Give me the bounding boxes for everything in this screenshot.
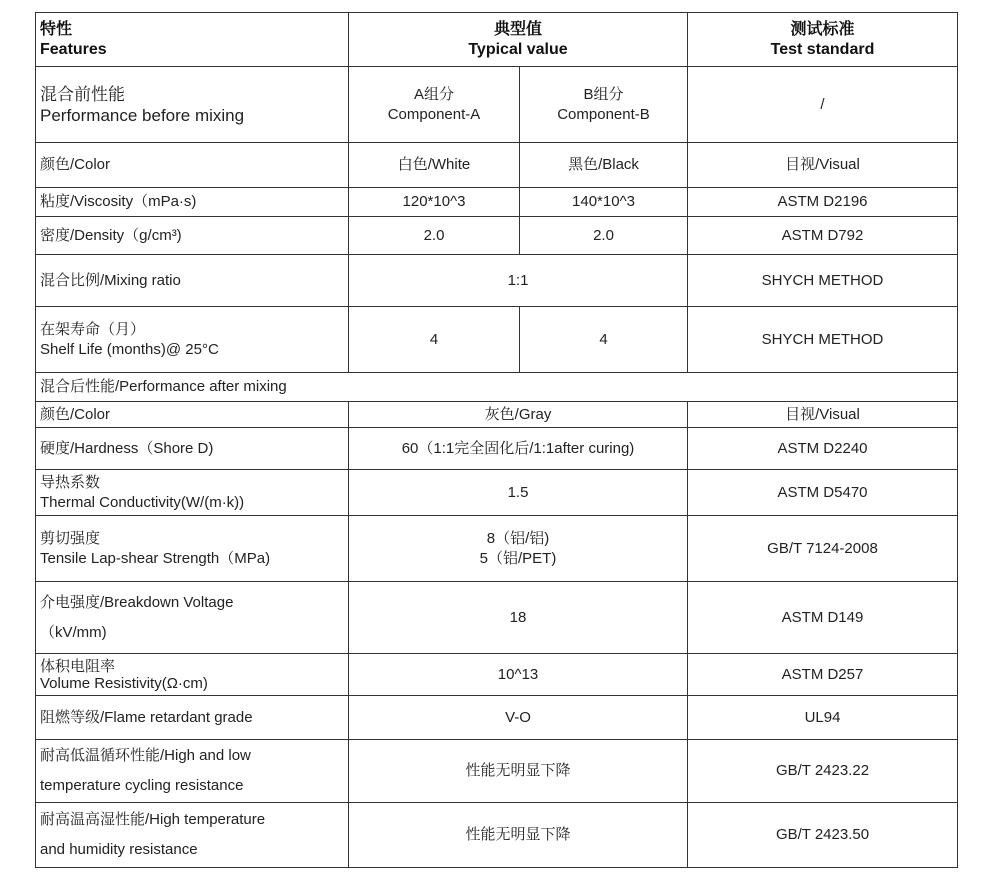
shear-label-en: Tensile Lap-shear Strength（MPa)	[40, 549, 271, 567]
table-row-mixing-ratio	[36, 255, 958, 307]
thermal-label-zh: 导热系数	[40, 473, 101, 491]
before-mixing-title	[36, 67, 349, 143]
viscosity-label: 粘度/Viscosity（mPa·s)	[36, 188, 349, 217]
humidity-label-1: 耐高温高湿性能/High temperature	[40, 811, 266, 828]
thermal-label-en: Thermal Conductivity(W/(m·k))	[40, 493, 245, 511]
cycling-label-1: 耐高低温循环性能/High and low	[40, 747, 251, 764]
mixing-ratio-standard: SHYCH METHOD	[688, 255, 958, 307]
color-before-standard: 目视/Visual	[688, 143, 958, 188]
header-standard-zh: 测试标准	[790, 20, 855, 38]
shelf-life-label-en: Shelf Life (months)@ 25°C	[40, 340, 219, 358]
table-row-humidity	[36, 803, 958, 868]
flame-label: 阻燃等级/Flame retardant grade	[36, 696, 349, 740]
resistivity-label-en: Volume Resistivity(Ω·cm)	[40, 674, 208, 692]
shelf-life-label-zh: 在架寿命（月）	[40, 320, 146, 338]
table-row-shelf-life	[36, 307, 958, 373]
shear-label-zh: 剪切强度	[40, 529, 101, 547]
shelf-life-a: 4	[349, 307, 520, 373]
header-features	[36, 13, 349, 67]
color-after-standard: 目视/Visual	[688, 402, 958, 428]
component-a-zh: A组分	[413, 85, 454, 103]
density-standard: ASTM D792	[688, 217, 958, 255]
table-row-density	[36, 217, 958, 255]
thermal-standard: ASTM D5470	[688, 470, 958, 516]
breakdown-standard: ASTM D149	[688, 582, 958, 654]
table-row-color-after	[36, 402, 958, 428]
density-b: 2.0	[520, 217, 688, 255]
table-row-viscosity	[36, 188, 958, 217]
after-mixing-title: 混合后性能/Performance after mixing	[36, 373, 958, 402]
shear-value	[349, 516, 688, 582]
table-row-hardness	[36, 428, 958, 470]
breakdown-label	[36, 582, 349, 654]
hardness-value: 60（1:1完全固化后/1:1after curing)	[349, 428, 688, 470]
resistivity-label	[36, 654, 349, 696]
shelf-life-b: 4	[520, 307, 688, 373]
table-header-row	[36, 13, 958, 67]
viscosity-b: 140*10^3	[520, 188, 688, 217]
table-row-breakdown	[36, 582, 958, 654]
header-standard-en: Test standard	[770, 40, 875, 58]
thermal-value: 1.5	[349, 470, 688, 516]
table-row-after-mixing	[36, 373, 958, 402]
shear-label	[36, 516, 349, 582]
table-row-before-mixing	[36, 67, 958, 143]
breakdown-label-2: （kV/mm)	[40, 623, 107, 641]
header-standard	[688, 13, 958, 67]
humidity-label	[36, 803, 349, 868]
thermal-label	[36, 470, 349, 516]
component-a-header	[349, 67, 520, 143]
component-b-header	[520, 67, 688, 143]
header-typical	[349, 13, 688, 67]
table-row-flame	[36, 696, 958, 740]
cycling-standard: GB/T 2423.22	[688, 740, 958, 803]
header-features-en: Features	[40, 40, 107, 58]
before-mixing-title-zh: 混合前性能	[40, 84, 125, 104]
spec-table	[35, 12, 958, 868]
table-row-shear	[36, 516, 958, 582]
shear-value-2: 5（铝/PET)	[479, 549, 557, 567]
header-features-zh: 特性	[40, 20, 73, 38]
shear-value-1: 8（铝/铝)	[486, 529, 550, 547]
resistivity-value: 10^13	[349, 654, 688, 696]
cycling-value: 性能无明显下降	[349, 740, 688, 803]
component-b-zh: B组分	[583, 85, 624, 103]
density-label: 密度/Density（g/cm³)	[36, 217, 349, 255]
flame-value: V-O	[349, 696, 688, 740]
color-before-b: 黑色/Black	[520, 143, 688, 188]
table-row-thermal	[36, 470, 958, 516]
mixing-ratio-value: 1:1	[349, 255, 688, 307]
before-mixing-standard: /	[688, 67, 958, 143]
mixing-ratio-label: 混合比例/Mixing ratio	[36, 255, 349, 307]
breakdown-value: 18	[349, 582, 688, 654]
cycling-label-2: temperature cycling resistance	[40, 777, 244, 794]
color-after-label: 颜色/Color	[36, 402, 349, 428]
shelf-life-label	[36, 307, 349, 373]
viscosity-standard: ASTM D2196	[688, 188, 958, 217]
component-b-en: Component-B	[557, 105, 650, 123]
hardness-standard: ASTM D2240	[688, 428, 958, 470]
breakdown-label-1: 介电强度/Breakdown Voltage	[40, 593, 234, 611]
shelf-life-standard: SHYCH METHOD	[688, 307, 958, 373]
cycling-label	[36, 740, 349, 803]
table-row-cycling	[36, 740, 958, 803]
color-before-label: 颜色/Color	[36, 143, 349, 188]
component-a-en: Component-A	[387, 105, 481, 123]
humidity-label-2: and humidity resistance	[40, 841, 198, 858]
density-a: 2.0	[349, 217, 520, 255]
resistivity-label-zh: 体积电阻率	[40, 657, 116, 675]
shear-standard: GB/T 7124-2008	[688, 516, 958, 582]
table-row-resistivity	[36, 654, 958, 696]
hardness-label: 硬度/Hardness（Shore D)	[36, 428, 349, 470]
humidity-standard: GB/T 2423.50	[688, 803, 958, 868]
humidity-value: 性能无明显下降	[349, 803, 688, 868]
header-typical-zh: 典型值	[493, 20, 542, 38]
viscosity-a: 120*10^3	[349, 188, 520, 217]
header-typical-en: Typical value	[468, 40, 568, 58]
resistivity-standard: ASTM D257	[688, 654, 958, 696]
table-row-color-before	[36, 143, 958, 188]
flame-standard: UL94	[688, 696, 958, 740]
color-before-a: 白色/White	[349, 143, 520, 188]
before-mixing-title-en: Performance before mixing	[40, 105, 245, 125]
color-after-value: 灰色/Gray	[349, 402, 688, 428]
